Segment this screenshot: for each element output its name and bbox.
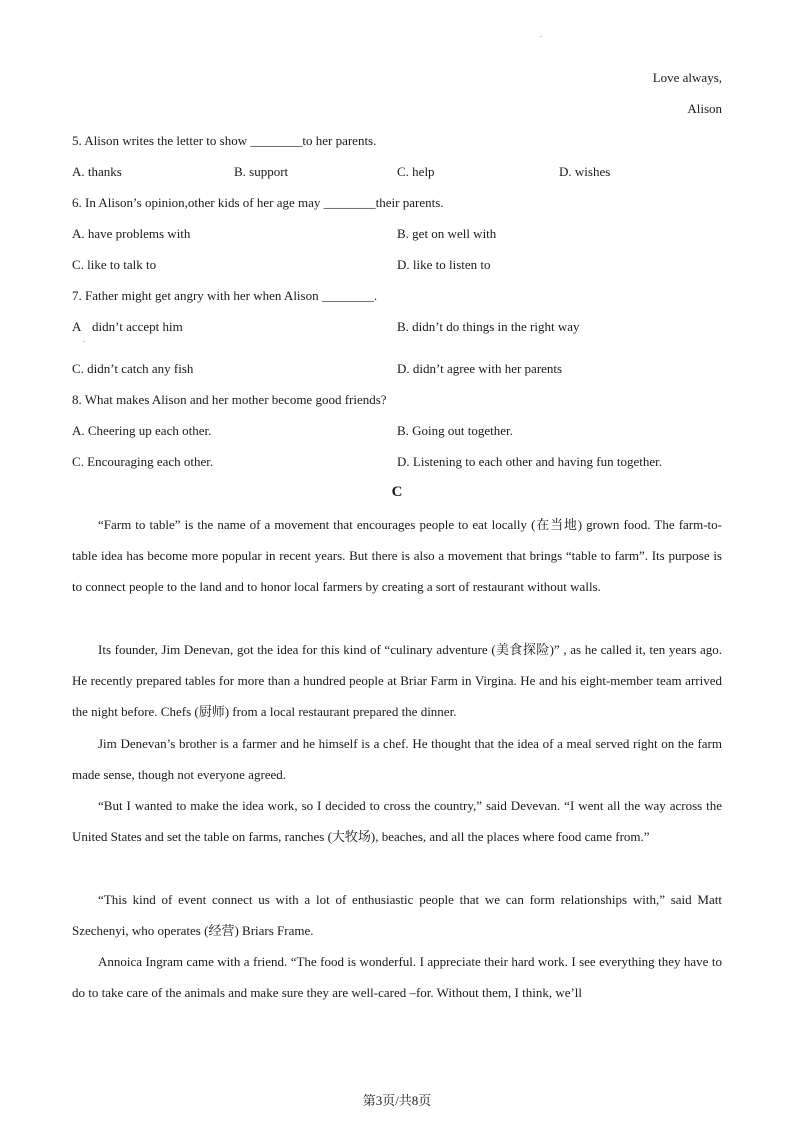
- option-5-d: D. wishes: [559, 164, 611, 179]
- question-7-stem: 7. Father might get angry with her when Alison ________.: [72, 288, 378, 303]
- passage-paragraph-3: Jim Denevan’s brother is a farmer and he himself is a chef. He thought that the idea of a meal served right on the farm made sense, though not everyone agreed.: [72, 736, 722, 783]
- question-5-options: [72, 164, 722, 182]
- option-7-d: D. didn’t agree with her parents: [397, 361, 563, 376]
- question-7-options-row-2: [72, 361, 722, 379]
- question-6-stem: 6. In Alison’s opinion,other kids of her age may ________their parents.: [72, 195, 444, 210]
- option-6-d: D. like to listen to: [397, 257, 491, 272]
- option-5-c: C. help: [397, 164, 435, 179]
- option-6-b: B. get on well with: [397, 226, 497, 241]
- question-5-stem: 5. Alison writes the letter to show ________to her parents.: [72, 133, 377, 148]
- question-6-options-row-2: [72, 257, 722, 275]
- option-7-a-letter: A: [72, 319, 82, 334]
- passage-paragraph-2: Its founder, Jim Denevan, got the idea for this kind of “culinary adventure (美食探险)” , as he called it, ten years ago. He recently prepared tables for more than a hundred people at Briar Farm in Virgina. He and his eight-member team arrived the night before. Chefs (厨师) from a local restaurant prepared the dinner.: [72, 642, 722, 720]
- option-6-c: C. like to talk to: [72, 257, 157, 272]
- option-7-b: B. didn’t do things in the right way: [397, 319, 580, 334]
- passage-paragraph-1: “Farm to table” is the name of a movement that encourages people to eat locally (在当地) grown food. The farm-to-table idea has become more popular in recent years. But there is also a movement that brings “table to farm”. Its purpose is to connect people to the land and to honor local farmers by creating a sort of restaurant without walls.: [72, 517, 722, 595]
- option-8-d: D. Listening to each other and having fun together.: [397, 454, 662, 469]
- question-7-options-row-1: [72, 319, 722, 337]
- passage-paragraph-5: “This kind of event connect us with a lot of enthusiastic people that we can form relationships with,” said Matt Szechenyi, who operates (经营) Briars Frame.: [72, 892, 722, 939]
- letter-sign-off: Love always,: [652, 70, 722, 85]
- option-8-b: B. Going out together.: [397, 423, 513, 438]
- option-8-a: A. Cheering up each other.: [72, 423, 212, 438]
- question-8-options-row-2: [72, 454, 722, 472]
- option-5-b: B. support: [234, 164, 289, 179]
- passage-paragraph-4: “But I wanted to make the idea work, so I decided to cross the country,” said Devevan. “I went all the way across the United States and set the table on farms, ranches (大牧场), beaches, and all the places where food came from.”: [72, 798, 722, 845]
- letter-signature: Alison: [687, 101, 722, 116]
- option-8-c: C. Encouraging each other.: [72, 454, 214, 469]
- option-7-c: C. didn’t catch any fish: [72, 361, 194, 376]
- page-number: 第3页/共8页: [362, 1093, 432, 1108]
- option-6-a: A. have problems with: [72, 226, 191, 241]
- passage-paragraph-6: Annoica Ingram came with a friend. “The food is wonderful. I appreciate their hard work. I see everything they have to do to take care of the animals and make sure they are well-cared –for. Without them, I think, we’ll: [72, 954, 722, 1001]
- header-dot: .: [540, 30, 542, 39]
- question-8-options-row-1: [72, 423, 722, 441]
- option-5-a: A. thanks: [72, 164, 122, 179]
- option-7-a-text: didn’t accept him: [92, 319, 183, 334]
- question-6-options-row-1: [72, 226, 722, 244]
- section-heading: C: [391, 484, 403, 500]
- option-7-a-dot: .: [83, 336, 85, 344]
- question-8-stem: 8. What makes Alison and her mother become good friends?: [72, 392, 387, 407]
